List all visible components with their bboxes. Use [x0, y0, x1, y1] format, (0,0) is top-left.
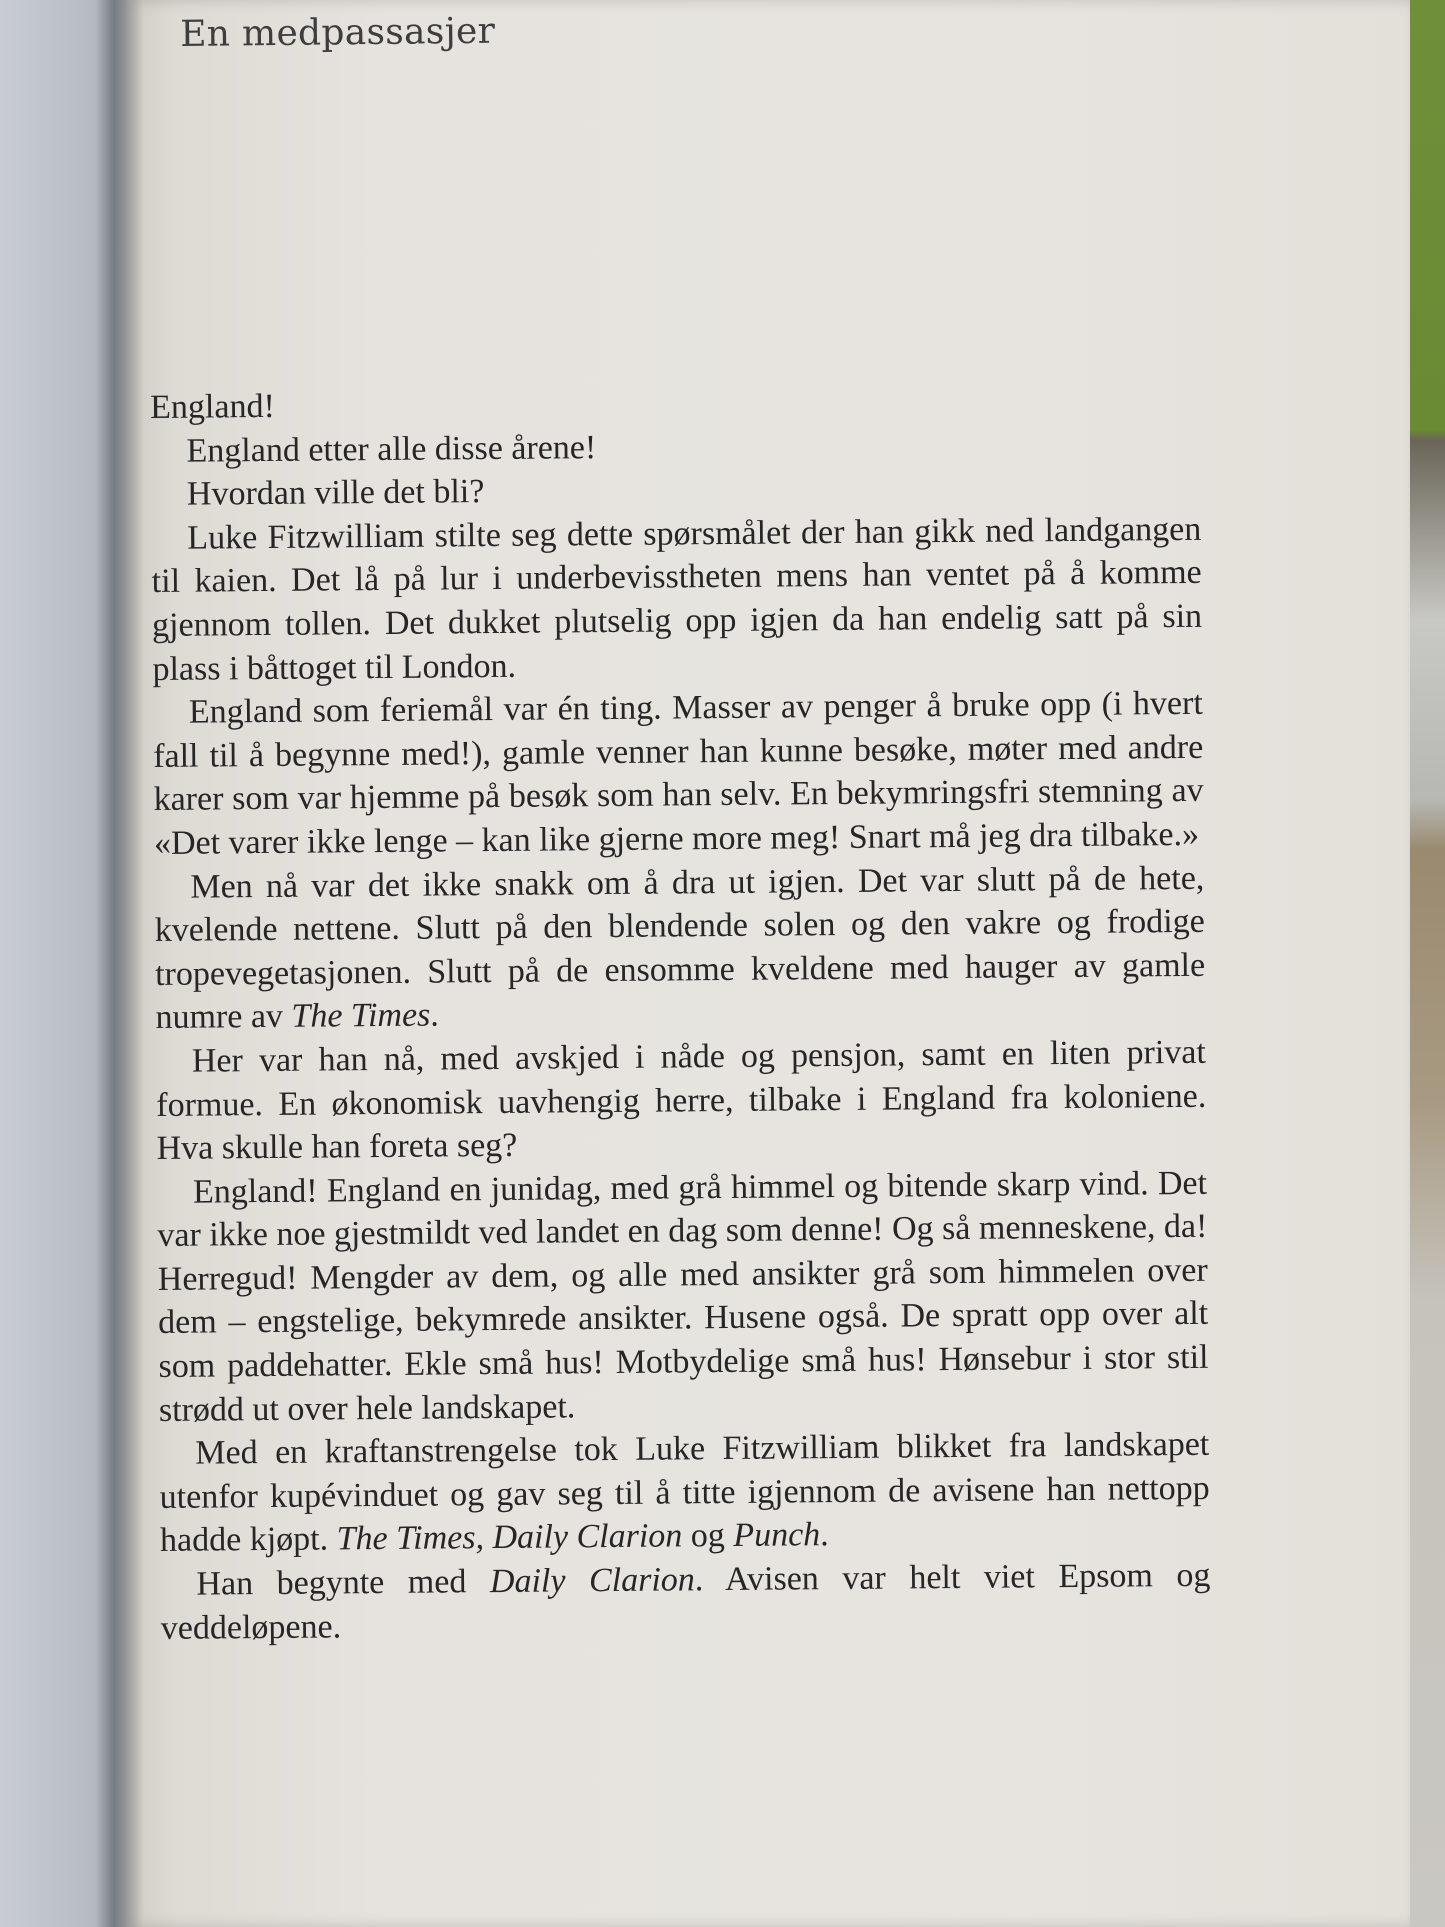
paragraph: [153, 682, 1204, 866]
paragraph-text: Luke Fitzwilliam stilte seg dette spørsmålet der han gikk ned landgangen til kaien. Det lå på lur i underbevisstheten mens han ventet på å komme gjennom tollen. Det dukket plutselig opp igjen da han endelig satt på sin plass i båttoget til London.: [151, 510, 1203, 688]
paragraph-text: .: [820, 1516, 829, 1554]
paragraph: [154, 856, 1205, 1040]
paragraph-text: Han begynte med: [196, 1563, 491, 1603]
paragraph-text: og: [682, 1517, 734, 1555]
paragraph: [160, 1554, 1211, 1650]
chapter-text: [150, 377, 1211, 1650]
paragraph: [156, 1031, 1207, 1171]
paragraph-text: England! England en junidag, med grå himmel og bitende skarp vind. Det var ikke noe gjestmildt ved landet en dag som denne! Og så menneskene, da! Herregud! Mengder av dem, og alle med ansikter grå som himmelen over dem – engstelige, bekymrede ansikter. Husene også. De spratt opp over alt som paddehatter. Ekle små hus! Motbydelige små hus! Hønsebur i stor stil strødd ut over hele landskapet.: [157, 1164, 1209, 1429]
paragraph-text: . Avisen var helt viet Epsom og veddeløpene.: [160, 1556, 1211, 1647]
paragraph-text: England!: [150, 387, 275, 426]
paragraph-text: .: [430, 996, 439, 1034]
paragraph-text: Men nå var det ikke snakk om å dra ut igjen. Det var slutt på de hete, kvelende nettene. Slutt på den blendende solen og den vakre og frodige tropevegetasjonen. Slutt på de ensomme kveldene med hauger av gamle numre av: [154, 859, 1206, 1037]
paragraph: [151, 508, 1202, 692]
paragraph-text: England som feriemål var én ting. Masser av penger å bruke opp (i hvert fall til å begynne med!), gamle venner han kunne besøke, møter med andre karer som var hjemme på besøk som han selv. En bekymringsfri stemning av «Det varer ikke lenge – kan like gjerne more meg! Snart må jeg dra tilbake.»: [153, 684, 1204, 862]
italic-title-text: The Times: [291, 996, 431, 1036]
paragraph-text: Hvordan ville det bli?: [186, 473, 485, 513]
paragraph-text: Med en kraftanstrengelse tok Luke Fitzwilliam blikket fra landskapet utenfor kupévinduet og gav seg til å titte igjennom de avisene han nettopp hadde kjøpt.: [159, 1426, 1210, 1560]
italic-title-text: Punch: [733, 1516, 821, 1555]
paragraph-text: England etter alle disse årene!: [186, 428, 597, 470]
italic-title-text: Daily Clarion: [489, 1561, 696, 1601]
running-head: En medpassasjer: [180, 10, 496, 55]
italic-title-text: The Times, Daily Clarion: [336, 1517, 683, 1558]
paragraph: [159, 1423, 1210, 1563]
paragraph: [157, 1161, 1209, 1432]
page-gutter-shadow: [95, 0, 143, 1927]
paragraph-text: Her var han nå, med avskjed i nåde og pensjon, samt en liten privat formue. En økonomisk uavhengig herre, tilbake i England fra koloniene. Hva skulle han foreta seg?: [156, 1033, 1207, 1168]
